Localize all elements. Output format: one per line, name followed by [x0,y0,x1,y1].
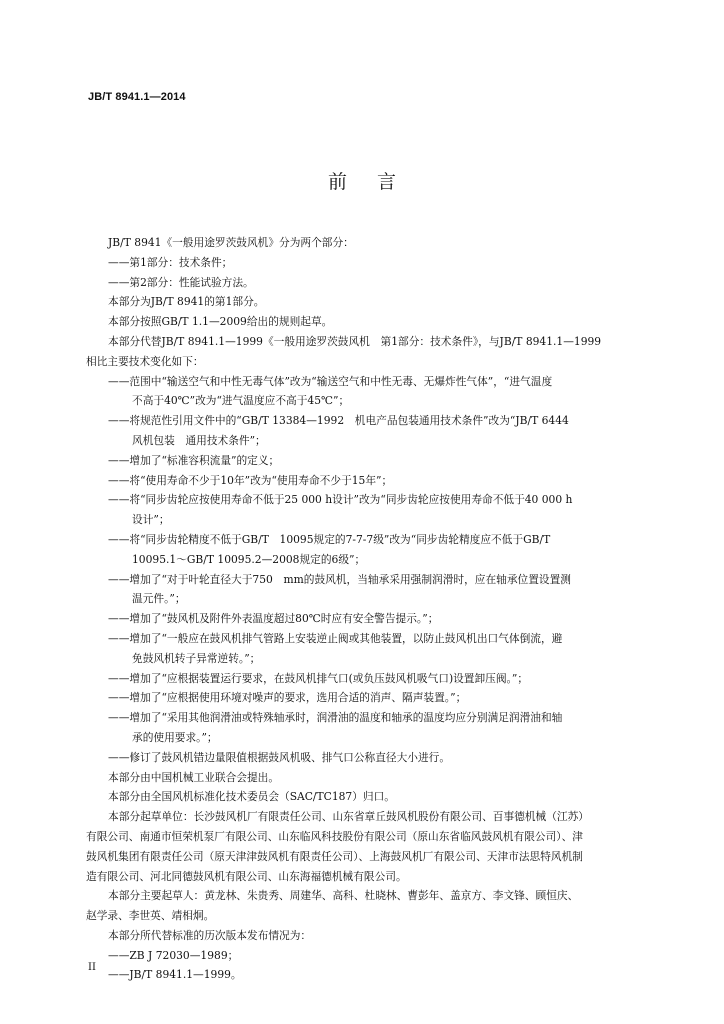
text-line: 有限公司、南通市恒荣机泵厂有限公司、山东临风科技股份有限公司（原山东省临风鼓风机有限公司）、津 [86,829,583,843]
text-line: ——ZB J 72030—1989； [108,948,239,962]
text-line: 风机包装 通用技术条件”； [132,433,266,447]
text-line: 10095.1～GB/T 10095.2—2008规定的6级”； [132,552,366,566]
page-title: 前言 [327,171,426,193]
text-line: 本部分由全国风机标准化技术委员会（SAC/TC187）归口。 [108,790,395,804]
text-line: ——修订了鼓风机错边量限值根据鼓风机吸、排气口公称直径大小进行。 [108,750,451,764]
text-line: 本部分为JB/T 8941的第1部分。 [108,295,265,309]
text-line: 设计”； [132,513,170,527]
text-line: 赵学录、李世英、靖相炯。 [86,909,215,923]
text-line: ——将“同步齿轮精度不低于GB/T 10095规定的7-7-7级”改为“同步齿轮精度应不低于GB/T [108,532,551,546]
text-line: ——增加了“应根据使用环境对噪声的要求，选用合适的消声、隔声装置。”； [108,691,467,705]
text-line: ——第1部分：技术条件； [108,255,233,269]
text-line: 本部分主要起草人：黄龙林、朱贵秀、周建华、高科、杜晓林、曹彭年、盖京方、李文锋、顾恒庆、 [108,889,579,903]
text-line: 承的使用要求。”； [132,730,218,744]
text-line: 本部分起草单位：长沙鼓风机厂有限责任公司、山东省章丘鼓风机股份有限公司、百事德机械（江苏） [108,810,589,824]
text-line: ——将“同步齿轮应按使用寿命不低于25 000 h设计”改为“同步齿轮应按使用寿命不低于40 000 h [108,493,573,507]
page-number: II [88,962,96,973]
text-line: 本部分按照GB/T 1.1—2009给出的规则起草。 [108,315,333,329]
text-line: ——第2部分：性能试验方法。 [108,275,254,289]
text-line: ——增加了“标准容积流量”的定义； [108,453,280,467]
text-line: ——增加了“应根据装置运行要求，在鼓风机排气口(或负压鼓风机吸气口)设置卸压阀。”； [108,671,529,685]
text-line: 本部分由中国机械工业联合会提出。 [108,770,280,784]
text-line: ——增加了“一般应在鼓风机排气管路上安装逆止阀或其他装置，以防止鼓风机出口气体倒流，避 [108,631,563,645]
text-line: 本部分代替JB/T 8941.1—1999《一般用途罗茨鼓风机 第1部分：技术条件》，与JB/T 8941.1—1999 [108,334,602,348]
text-line: ——增加了“对于叶轮直径大于750 mm的鼓风机，当轴承采用强制润滑时，应在轴承位置设置测 [108,572,571,586]
standard-code: JB/T 8941.1—2014 [88,91,186,103]
text-line: ——将“使用寿命不少于10年”改为“使用寿命不少于15年”； [108,473,393,487]
text-line: ——增加了“鼓风机及附件外表温度超过80℃时应有安全警告提示。”； [108,612,439,626]
text-line: 相比主要技术变化如下： [86,354,204,368]
text-line: 本部分所代替标准的历次版本发布情况为： [108,928,312,942]
text-line: ——将规范性引用文件中的“GB/T 13384—1992 机电产品包装通用技术条件”改为“JB/T 6444 [108,414,569,428]
text-line: 温元件。”； [132,592,186,606]
text-line: 造有限公司、河北同德鼓风机有限公司、山东海福德机械有限公司。 [86,869,407,883]
text-line: ——JB/T 8941.1—1999。 [108,968,242,982]
text-line: JB/T 8941《一般用途罗茨鼓风机》分为两个部分： [108,236,354,249]
text-line: 免鼓风机转子异常逆转。”； [132,651,261,665]
text-line: 不高于40℃”改为“进气温度应不高于45℃”； [132,394,350,408]
preface-body [86,233,656,985]
text-line: ——增加了“采用其他润滑油或特殊轴承时，润滑油的温度和轴承的温度均应分别满足润滑油和轴 [108,711,563,725]
text-line: ——范围中“输送空气和中性无毒气体”改为“输送空气和中性无毒、无爆炸性气体”，“进气温度 [108,374,553,388]
text-line: 鼓风机集团有限责任公司（原天津津鼓风机有限责任公司）、上海鼓风机厂有限公司、天津市法思特风机制 [86,849,583,863]
